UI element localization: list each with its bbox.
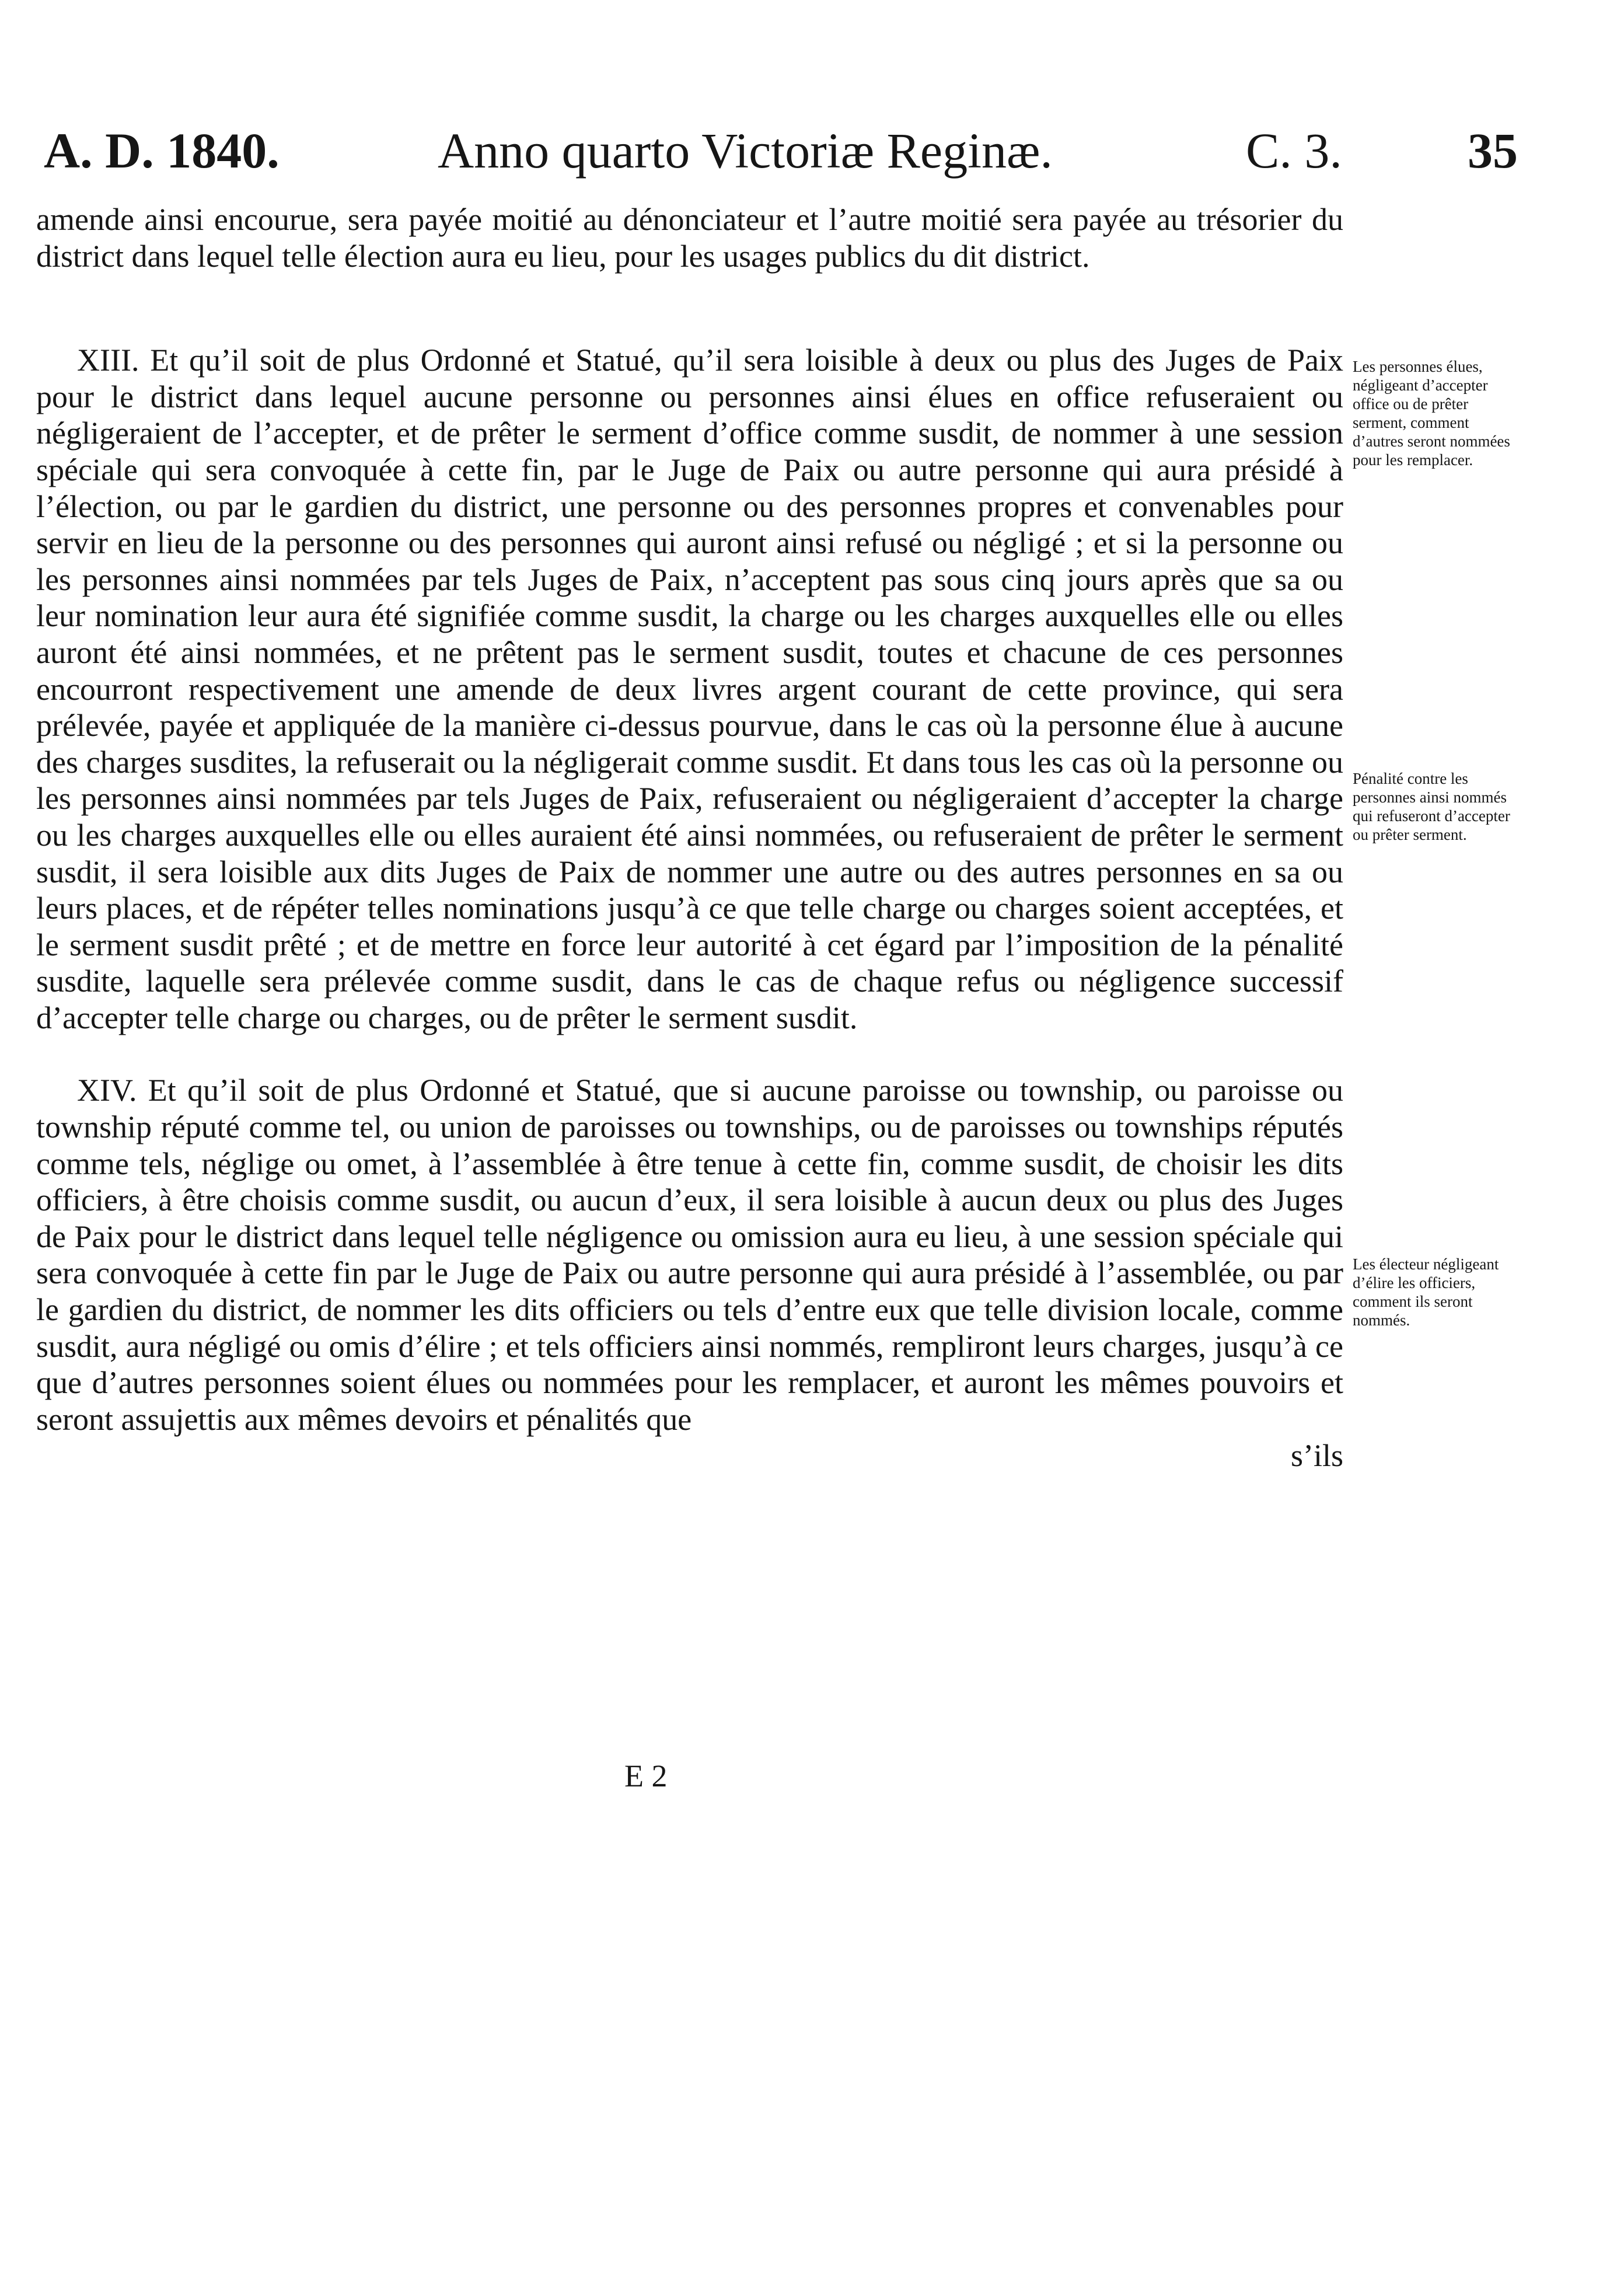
header-chapter: C. 3. <box>1246 123 1342 179</box>
catchword: s’ils <box>1290 1438 1343 1474</box>
intro-paragraph: amende ainsi encourue, sera payée moitié au dénonciateur et l’autre moitié sera payée au trésorier du district dans lequel telle élection aura eu lieu, pour les usages publics du dit district. <box>36 202 1343 274</box>
section-xiv-paragraph: XIV. Et qu’il soit de plus Ordonné et Statué, que si aucune paroisse ou township, ou paroisse ou township réputé comme tel, ou union de paroisses ou townships, ou de paroisses ou townships réputés comme tels, néglige ou omet, à l’assemblée à être tenue à cette fin, comme susdit, de choisir les dits officiers, à être choisis comme susdit, ou aucun d’eux, il sera loisible à aucun deux ou plus des Juges de Paix pour le district dans lequel telle négligence ou omission aura eu lieu, à une session spéciale qui sera convoquée à cette fin par le Juge de Paix ou autre personne qui aura présidé à l’assemblée, ou par le gardien du district, de nommer les dits officiers ou tels d’entre eux que telle division locale, comme susdit, aura négligé ou omis d’élire ; et tels officiers ainsi nommés, rempliront leurs charges, jusqu’à ce que d’autres personnes soient élues ou nommées pour les remplacer, et auront les mêmes pouvoirs et seront assujettis aux mêmes devoirs et pénalités que <box>36 1073 1343 1437</box>
page-number: 35 <box>1468 123 1518 179</box>
signature-mark: E 2 <box>624 1758 668 1793</box>
header-title: Anno quarto Victoriæ Reginæ. <box>438 123 1053 179</box>
running-header <box>44 116 1538 186</box>
margin-note-persons-elected: Les personnes élues, négligeant d’accepter office ou de prêter serment, comment d’autres seront nommées pour les remplacer. <box>1353 358 1510 469</box>
section-xiii-paragraph: XIII. Et qu’il soit de plus Ordonné et Statué, qu’il sera loisible à deux ou plus des Juges de Paix pour le district dans lequel aucune personne ou personnes ainsi élues en office refuseraient ou négligeraient de l’accepter, et de prêter le serment d’office comme susdit, de nommer à une session spéciale qui sera convoquée à cette fin, par le Juge de Paix ou autre personne qui aura présidé à l’élection, ou par le gardien du district, une personne ou des personnes propres et convenables pour servir en lieu de la personne ou des personnes qui auront ainsi refusé ou négligé ; et si la personne ou les personnes ainsi nommées par tels Juges de Paix, n’acceptent pas sous cinq jours après que sa ou leur nomination leur aura été signifiée comme susdit, la charge ou les charges auxquelles elle ou elles auront été ainsi nommées, et ne prêtent pas le serment susdit, toutes et chacune de ces personnes encourront respectivement une amende de deux livres argent courant de cette province, qui sera prélevée, payée et appliquée de la manière ci-dessus pourvue, dans le cas où la personne élue à aucune des charges susdites, la refuserait ou la négligerait comme susdit. Et dans tous les cas où la personne ou les personnes ainsi nommées par tels Juges de Paix, refuseraient ou négligeraient d’accepter la charge ou les charges auxquelles elle ou elles auraient été ainsi nommées, ou refuseraient de prêter le serment susdit, il sera loisible aux dits Juges de Paix de nommer une autre ou des autres personnes en sa ou leurs places, et de répéter telles nominations jusqu’à ce que telle charge ou charges soient acceptées, et le serment susdit prêté ; et de mettre en force leur autorité à cet égard par l’imposition de la pénalité susdite, laquelle sera prélevée comme susdit, dans le cas de chaque refus ou négligence successif d’accepter telle charge ou charges, ou de prêter le serment susdit. <box>36 343 1343 1035</box>
margin-note-penalty: Pénalité contre les personnes ainsi nommés qui refuseront d’accepter ou prêter serment. <box>1353 770 1510 843</box>
margin-note-electors: Les électeur négligeant d’élire les officiers, comment ils seront nommés. <box>1353 1255 1499 1329</box>
header-date: A. D. 1840. <box>44 123 280 179</box>
main-text <box>36 201 1343 1474</box>
